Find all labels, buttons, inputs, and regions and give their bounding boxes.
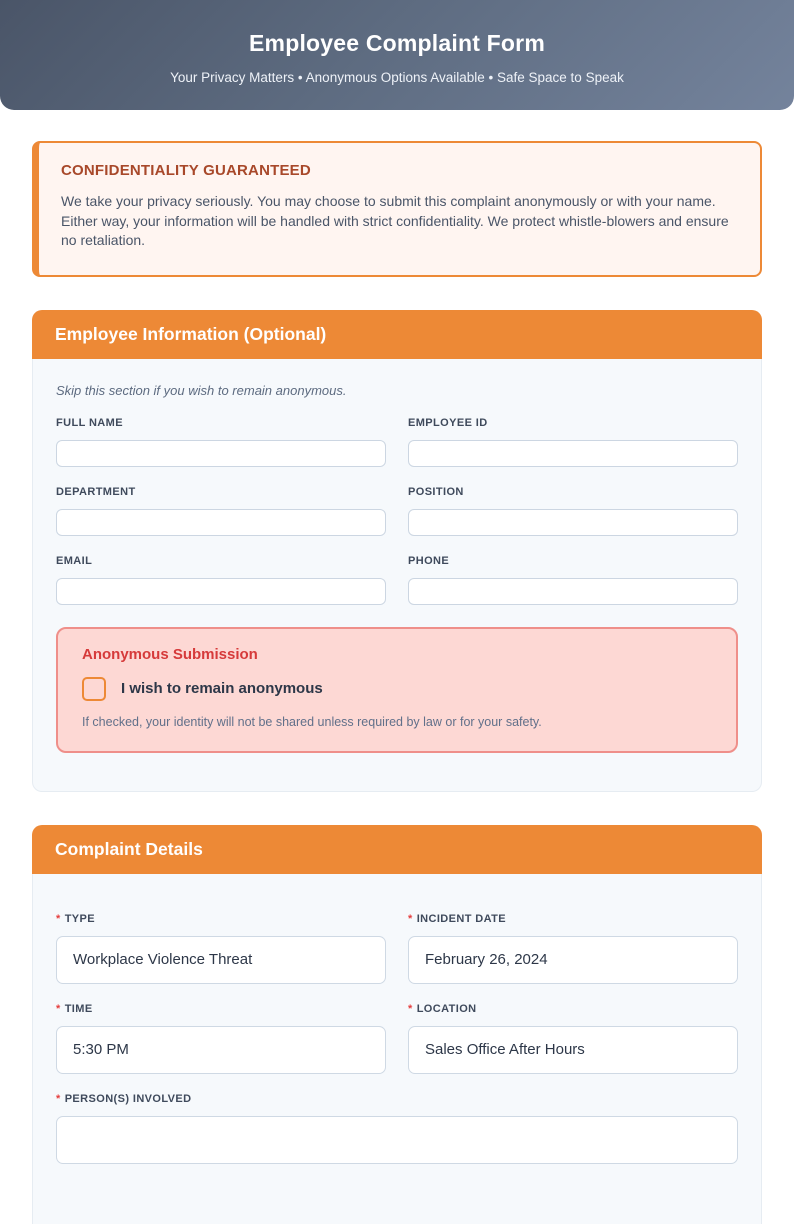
anonymous-note: If checked, your identity will not be shared unless required by law or for your safety.: [82, 714, 542, 729]
skip-note: Skip this section if you wish to remain anonymous.: [56, 382, 347, 398]
full-name-input[interactable]: [56, 440, 386, 467]
confidentiality-notice: [32, 141, 762, 277]
email-input[interactable]: [56, 578, 386, 605]
persons-involved-label: * PERSON(S) INVOLVED: [56, 1092, 192, 1105]
phone-label: PHONE: [408, 554, 450, 567]
location-label: * LOCATION: [408, 1002, 477, 1015]
field-incident-date: [408, 894, 738, 984]
required-asterisk: *: [56, 1002, 61, 1015]
anonymous-checkbox[interactable]: [82, 677, 106, 701]
field-full-name: [56, 398, 386, 467]
field-position: [408, 467, 738, 536]
complaint-details-section: [32, 825, 762, 1224]
field-employee-id: [408, 398, 738, 467]
page-title: Employee Complaint Form: [249, 30, 545, 56]
employee-section-body: [32, 359, 762, 792]
confidentiality-body: We take your privacy seriously. You may choose to submit this complaint anonymously or with your name. Either way, your information will be handled with strict confidentiality. We protect whistle-blowers and ensure no retaliation.: [61, 193, 729, 248]
required-asterisk: *: [408, 1002, 413, 1015]
field-location: [408, 984, 738, 1074]
incident-date-input[interactable]: [408, 936, 738, 984]
phone-input[interactable]: [408, 578, 738, 605]
complaint-section-header: Complaint Details: [32, 825, 762, 874]
field-type: [56, 894, 386, 984]
employee-id-input[interactable]: [408, 440, 738, 467]
required-asterisk: *: [56, 1092, 61, 1105]
full-name-label: FULL NAME: [56, 416, 123, 429]
complaint-section-body: [32, 874, 762, 1224]
type-input[interactable]: [56, 936, 386, 984]
email-label: EMAIL: [56, 554, 93, 567]
employee-section-header: Employee Information (Optional): [32, 310, 762, 359]
field-department: [56, 467, 386, 536]
field-email: [56, 536, 386, 605]
position-input[interactable]: [408, 509, 738, 536]
incident-date-label: * INCIDENT DATE: [408, 912, 507, 925]
anonymous-submission-box: [56, 627, 738, 753]
required-asterisk: *: [408, 912, 413, 925]
form-header: [0, 0, 794, 110]
department-label: DEPARTMENT: [56, 485, 136, 498]
anonymous-heading: Anonymous Submission: [82, 645, 258, 663]
employee-id-label: EMPLOYEE ID: [408, 416, 488, 429]
employee-information-section: [32, 310, 762, 792]
field-persons-involved: [56, 1093, 738, 1164]
department-input[interactable]: [56, 509, 386, 536]
field-time: [56, 984, 386, 1074]
anonymous-checkbox-label[interactable]: I wish to remain anonymous: [121, 680, 323, 697]
location-input[interactable]: [408, 1026, 738, 1074]
page-subtitle: Your Privacy Matters • Anonymous Options Available • Safe Space to Speak: [170, 70, 624, 85]
confidentiality-heading: CONFIDENTIALITY GUARANTEED: [61, 162, 311, 179]
position-label: POSITION: [408, 485, 464, 498]
time-input[interactable]: [56, 1026, 386, 1074]
time-label: * TIME: [56, 1002, 93, 1015]
type-label: * TYPE: [56, 912, 96, 925]
field-phone: [408, 536, 738, 605]
required-asterisk: *: [56, 912, 61, 925]
